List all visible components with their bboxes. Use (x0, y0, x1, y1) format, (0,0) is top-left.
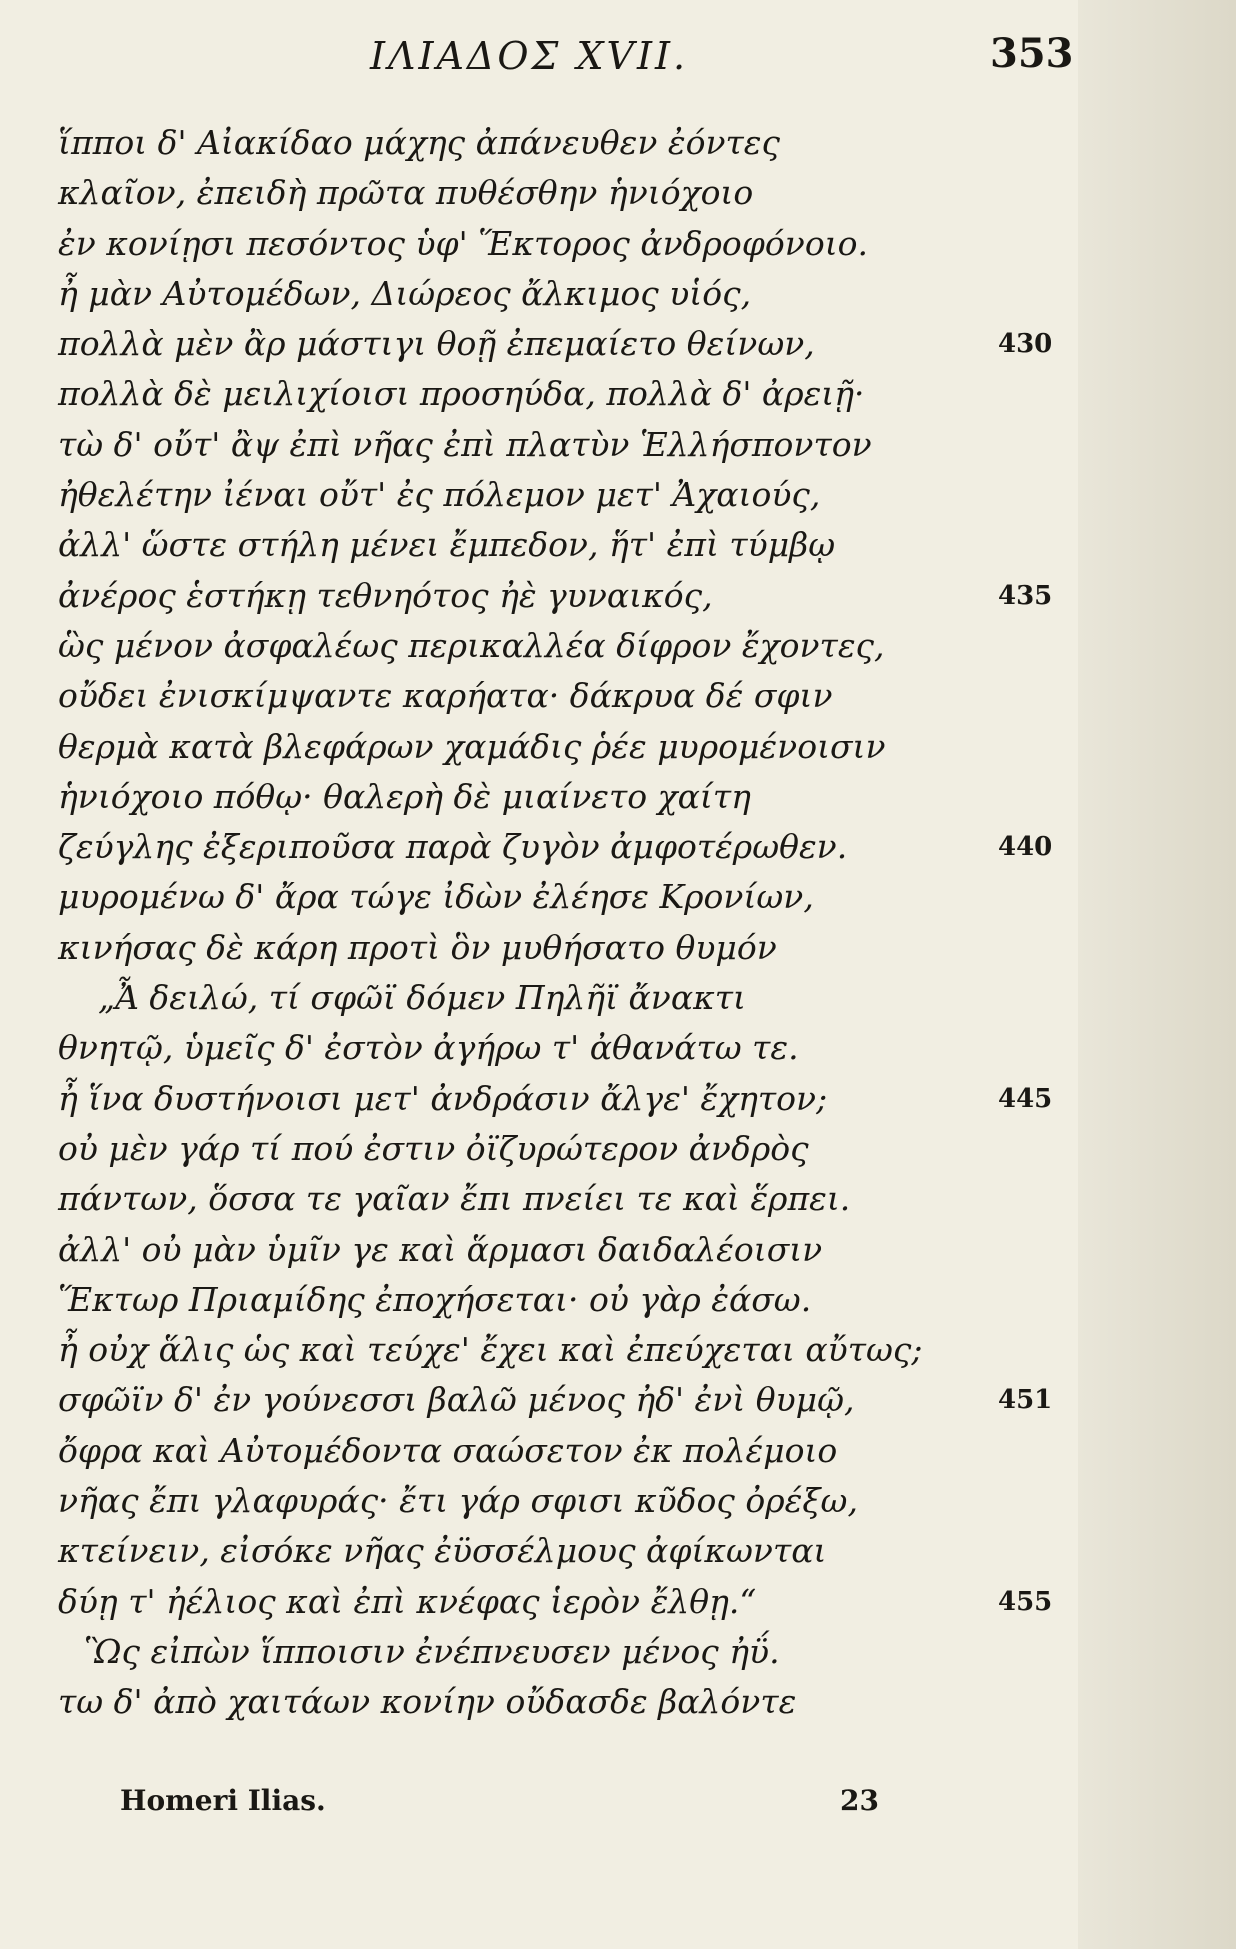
verse-line (58, 420, 1098, 470)
line-number: 430 (998, 329, 1053, 360)
verse-text: ἐν κονίῃσι πεσόντος ὑφ' Ἕκτορος ἀνδροφόνοιο. (58, 223, 868, 263)
verse-line (58, 872, 1098, 922)
verse-line (58, 1577, 1098, 1627)
verse-line (58, 923, 1098, 973)
verse-line (58, 822, 1098, 872)
verse-text: οὔδει ἐνισκίμψαντε καρήατα· δάκρυα δέ σφιν (58, 676, 833, 716)
verse-text: νῆας ἔπι γλαφυράς· ἔτι γάρ σφισι κῦδος ὀρέξω, (58, 1481, 858, 1521)
verse-text: ἦ μὰν Αὐτομέδων, Διώρεος ἄλκιμος υἱός, (58, 273, 752, 313)
verse-line (58, 269, 1098, 319)
verse-line (58, 1627, 1098, 1677)
page-number: 353 (990, 30, 1074, 77)
verse-text: πολλὰ μὲν ἂρ μάστιγι θοῇ ἐπεμαίετο θείνων, (58, 324, 815, 364)
verse-text: κινήσας δὲ κάρη προτὶ ὃν μυθήσατο θυμόν (58, 927, 777, 967)
verse-text: ἠθελέτην ἰέναι οὔτ' ἐς πόλεμον μετ' Ἀχαιούς, (58, 475, 821, 515)
verse-text: ὣς μένον ἀσφαλέως περικαλλέα δίφρον ἔχοντες, (58, 625, 885, 665)
verse-text: μυρομένω δ' ἄρα τώγε ἰδὼν ἐλέησε Κρονίων, (58, 877, 814, 917)
verse-text: „Ἆ δειλώ, τί σφῶϊ δόμεν Πηλῆϊ ἄνακτι (98, 978, 746, 1018)
verse-line (58, 772, 1098, 822)
verse-line (58, 1023, 1098, 1073)
verse-line (58, 1124, 1098, 1174)
verse-text: Ὣς εἰπὼν ἵπποισιν ἐνέπνευσεν μένος ἠΰ. (84, 1631, 780, 1671)
verse-text: ὄφρα καὶ Αὐτομέδοντα σαώσετον ἐκ πολέμοιο (58, 1430, 838, 1470)
page-footer (120, 1784, 1020, 1834)
verse-text: ἦ ἵνα δυστήνοισι μετ' ἀνδράσιν ἄλγε' ἔχητον; (58, 1078, 828, 1118)
verse-text: κτείνειν, εἰσόκε νῆας ἐϋσσέλμους ἀφίκωνται (58, 1531, 827, 1571)
verse-line (58, 219, 1098, 269)
verse-line (58, 1225, 1098, 1275)
line-number: 455 (998, 1586, 1053, 1617)
verse-line (58, 1426, 1098, 1476)
verse-block (58, 118, 1098, 1728)
verse-text: Ἕκτωρ Πριαμίδης ἐποχήσεται· οὐ γὰρ ἐάσω. (58, 1279, 812, 1319)
verse-line (58, 1375, 1098, 1425)
verse-text: θνητῷ, ὑμεῖς δ' ἐστὸν ἀγήρω τ' ἀθανάτω τε. (58, 1028, 799, 1068)
verse-line (58, 1476, 1098, 1526)
verse-text: ἀνέρος ἑστήκῃ τεθνηότος ἠὲ γυναικός, (58, 575, 713, 615)
verse-line (58, 1174, 1098, 1224)
verse-line (58, 319, 1098, 369)
verse-line (58, 621, 1098, 671)
verse-line (58, 168, 1098, 218)
verse-text: τω δ' ἀπὸ χαιτάων κονίην οὔδασδε βαλόντε (58, 1682, 797, 1722)
verse-line (58, 671, 1098, 721)
running-title: ΙΛΙΑΔΟΣ XVII. (370, 34, 689, 78)
verse-text: ζεύγλης ἐξεριποῦσα παρὰ ζυγὸν ἀμφοτέρωθεν. (58, 827, 848, 867)
verse-text: ἦ οὐχ ἅλις ὡς καὶ τεύχε' ἔχει καὶ ἐπεύχεται αὔτως; (58, 1330, 923, 1370)
verse-text: δύῃ τ' ἠέλιος καὶ ἐπὶ κνέφας ἱερὸν ἔλθῃ.“ (58, 1581, 757, 1621)
verse-line (58, 973, 1098, 1023)
verse-line (58, 470, 1098, 520)
verse-text: οὐ μὲν γάρ τί πού ἐστιν ὀϊζυρώτερον ἀνδρὸς (58, 1128, 809, 1168)
signature-mark: 23 (840, 1784, 879, 1817)
verse-text: ἀλλ' ὥστε στήλη μένει ἔμπεδον, ἥτ' ἐπὶ τύμβῳ (58, 525, 836, 565)
running-head (0, 30, 1236, 90)
verse-text: ἀλλ' οὐ μὰν ὑμῖν γε καὶ ἅρμασι δαιδαλέοισιν (58, 1229, 823, 1269)
verse-line (58, 1526, 1098, 1576)
verse-line (58, 722, 1098, 772)
line-number: 451 (998, 1385, 1053, 1416)
verse-line (58, 1275, 1098, 1325)
book-title: Homeri Ilias. (120, 1784, 326, 1817)
verse-line (58, 520, 1098, 570)
line-number: 440 (998, 832, 1053, 863)
verse-text: θερμὰ κατὰ βλεφάρων χαμάδις ῥέε μυρομένοισιν (58, 726, 886, 766)
verse-line (58, 369, 1098, 419)
verse-text: πολλὰ δὲ μειλιχίοισι προσηύδα, πολλὰ δ' ἀρειῇ· (58, 374, 865, 414)
verse-text: ἵπποι δ' Αἰακίδαο μάχης ἀπάνευθεν ἐόντες (58, 123, 780, 162)
verse-line (58, 1074, 1098, 1124)
verse-text: τὼ δ' οὔτ' ἂψ ἐπὶ νῆας ἐπὶ πλατὺν Ἑλλήσποντον (58, 424, 872, 464)
verse-text: πάντων, ὅσσα τε γαῖαν ἔπι πνείει τε καὶ ἕρπει. (58, 1179, 851, 1219)
verse-text: σφῶϊν δ' ἐν γούνεσσι βαλῶ μένος ἠδ' ἐνὶ θυμῷ, (58, 1380, 855, 1420)
verse-text: κλαῖον, ἐπειδὴ πρῶτα πυθέσθην ἡνιόχοιο (58, 173, 754, 213)
verse-line (58, 571, 1098, 621)
verse-line (58, 118, 1098, 168)
verse-text: ἡνιόχοιο πόθῳ· θαλερὴ δὲ μιαίνετο χαίτη (58, 776, 751, 816)
line-number: 445 (998, 1083, 1053, 1114)
line-number: 435 (998, 580, 1053, 611)
verse-line (58, 1677, 1098, 1727)
page-edge (1078, 0, 1236, 1949)
verse-line (58, 1325, 1098, 1375)
